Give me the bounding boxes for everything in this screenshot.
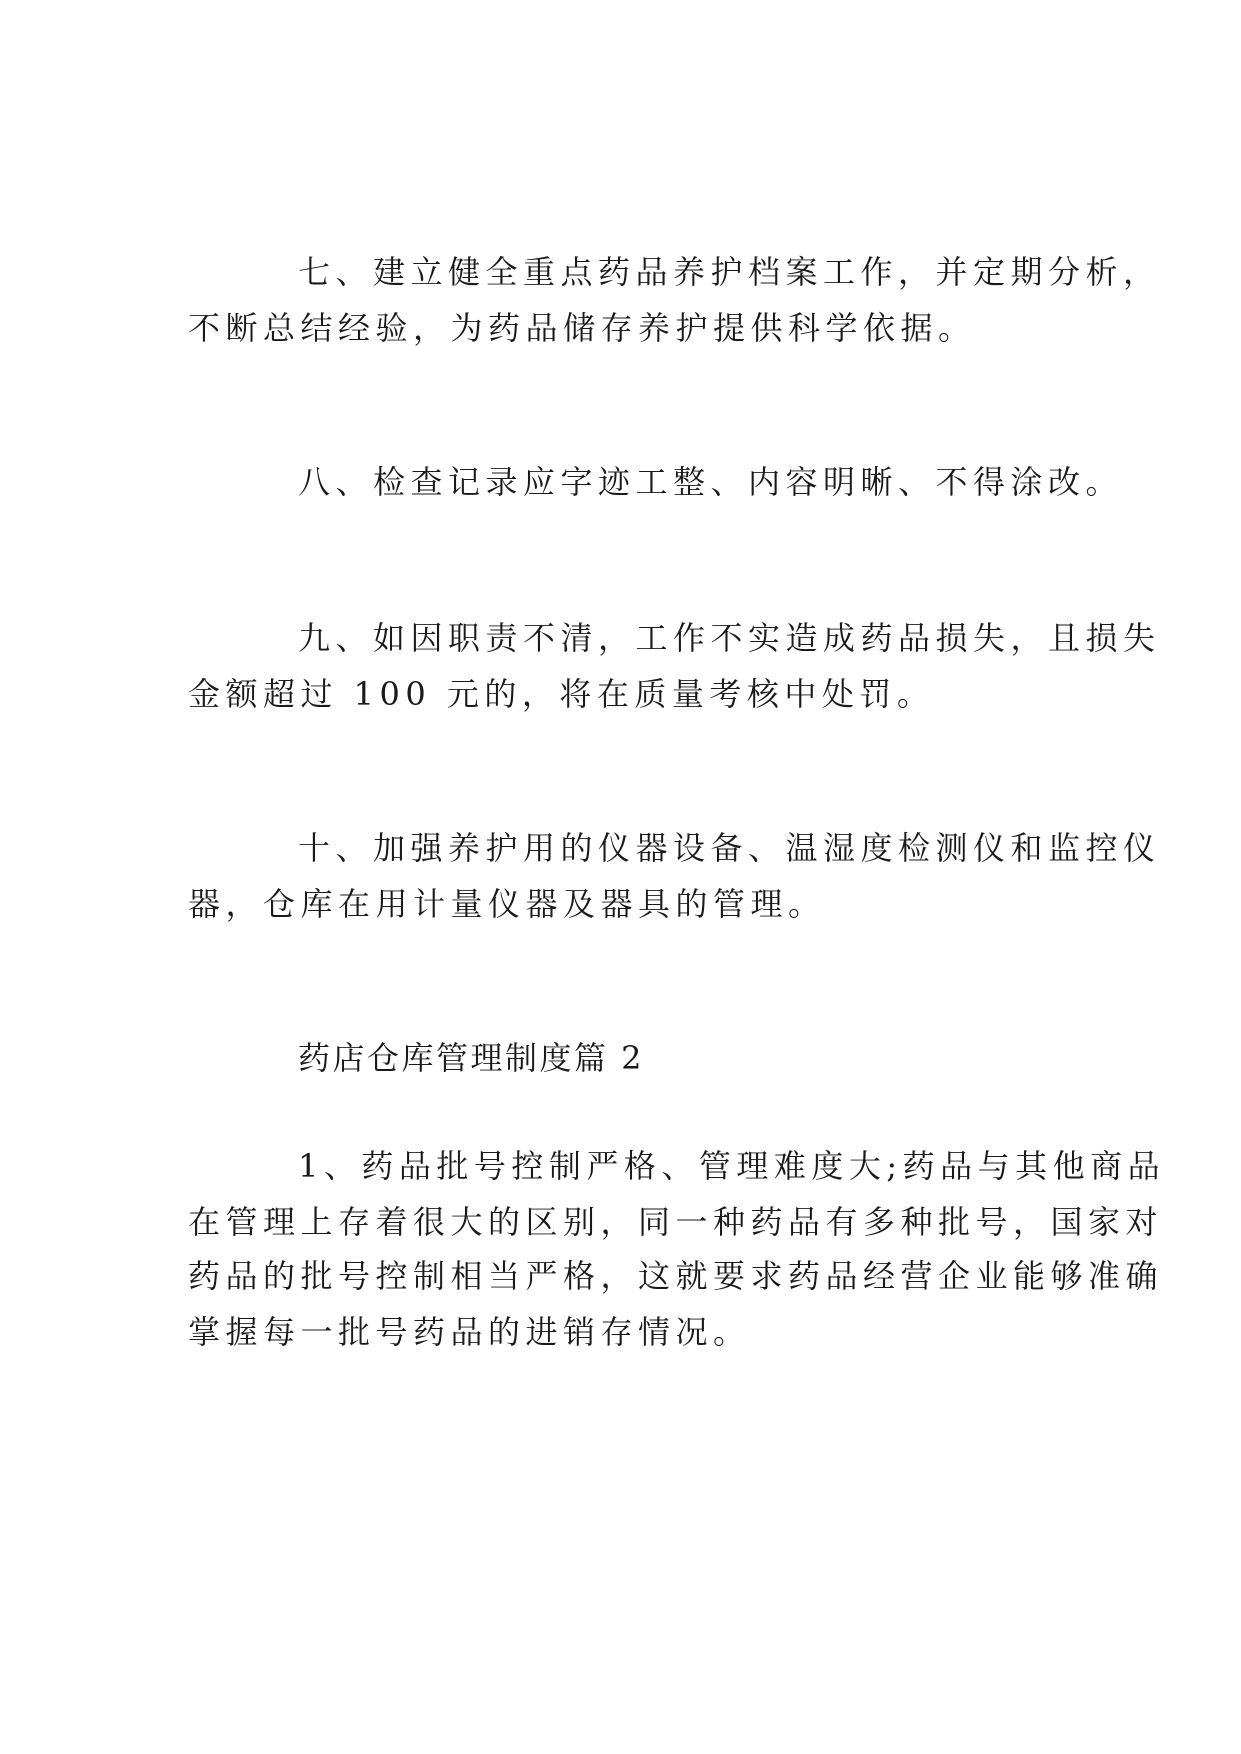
section-heading: 药店仓库管理制度篇 2: [298, 1039, 645, 1077]
paragraph-1-line-4: 掌握每一批号药品的进销存情况。: [188, 1313, 751, 1351]
paragraph-10-line-2: 器，仓库在用计量仪器及器具的管理。: [188, 885, 826, 923]
paragraph-9-line-1: 九、如因职责不清，工作不实造成药品损失，且损失: [298, 619, 1161, 657]
paragraph-9-line-2: 金额超过 100 元的，将在质量考核中处罚。: [188, 675, 935, 713]
paragraph-7-line-1: 七、建立健全重点药品养护档案工作，并定期分析，: [298, 253, 1161, 291]
paragraph-1-line-3: 药品的批号控制相当严格，这就要求药品经营企业能够准确: [188, 1257, 1164, 1295]
paragraph-1-line-2: 在管理上存着很大的区别，同一种药品有多种批号，国家对: [188, 1203, 1164, 1241]
paragraph-7-line-2: 不断总结经验，为药品储存养护提供科学依据。: [188, 309, 976, 347]
paragraph-10-line-1: 十、加强养护用的仪器设备、温湿度检测仪和监控仪: [298, 829, 1161, 867]
paragraph-1-line-1: 1、药品批号控制严格、管理难度大;药品与其他商品: [298, 1147, 1166, 1185]
paragraph-8-line-1: 八、检查记录应字迹工整、内容明晰、不得涂改。: [298, 463, 1124, 501]
